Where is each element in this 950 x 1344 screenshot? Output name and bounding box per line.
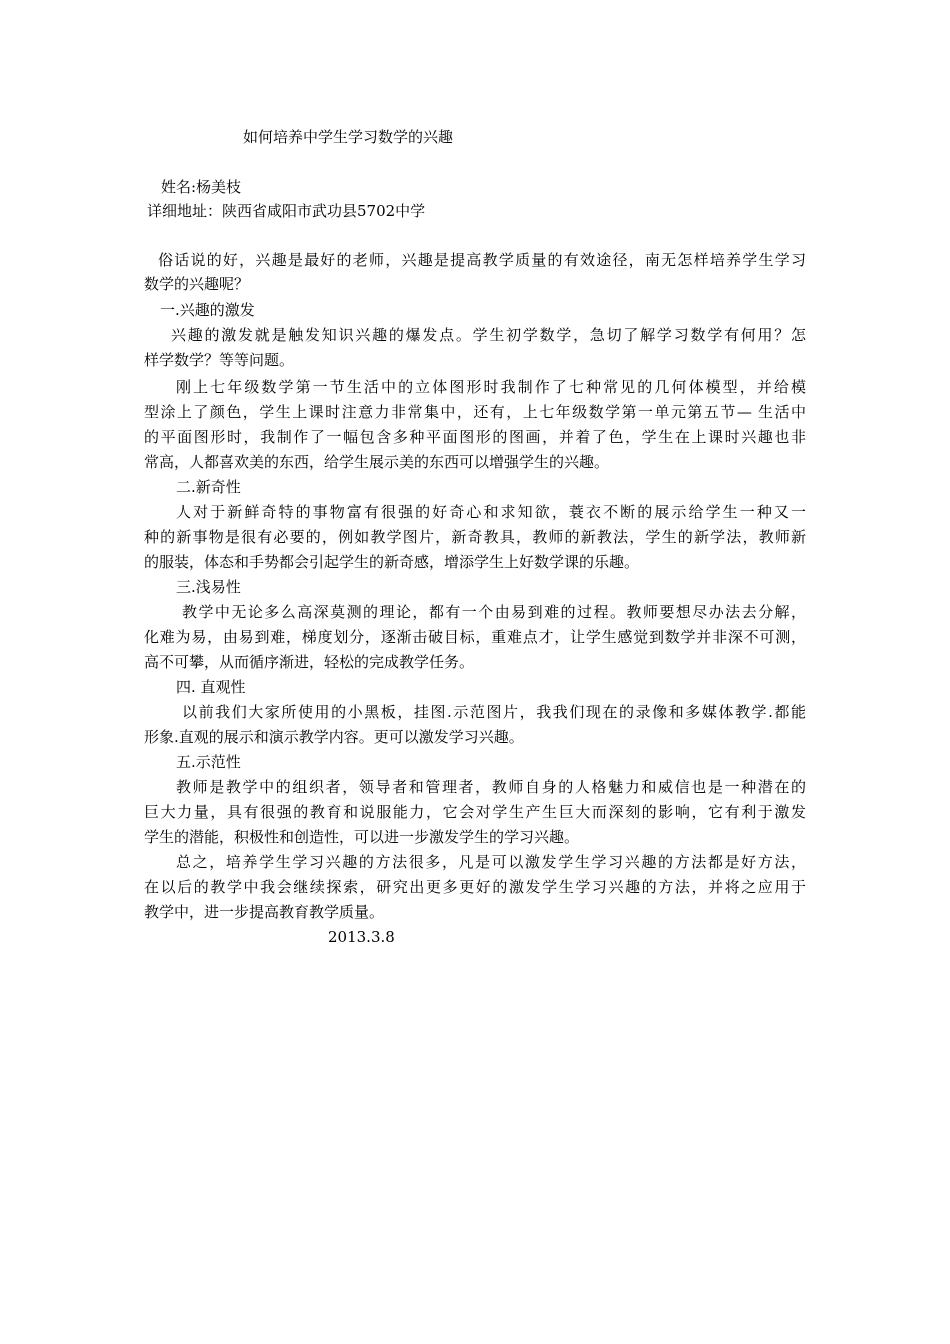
section-heading: 四. 直观性 [176, 678, 246, 696]
section-heading: 三.浅易性 [176, 578, 241, 596]
section-heading: 五.示范性 [176, 753, 241, 771]
intro-line: 数学的兴趣呢？ [144, 275, 250, 293]
paragraph-line: 教学中，进一步提高教育教学质量。 [144, 903, 385, 921]
paragraph-line: 教师是教学中的组织者，领导者和管理者，教师自身的人格魅力和威信也是一种潜在的 [176, 778, 806, 796]
paragraph-line: 以前我们大家所使用的小黑板，挂图.示范图片，我我们现在的录像和多媒体教学.都能 [182, 703, 806, 721]
paragraph-line: 常高，人都喜欢美的东西，给学生展示美的东西可以增强学生的兴趣。 [144, 453, 610, 471]
paragraph-line: 化难为易，由易到难，梯度划分，逐渐击破目标，重难点才，让学生感觉到数学并非深不可测， [144, 628, 806, 646]
paragraph-line: 形象.直观的展示和演示教学内容。更可以激发学习兴趣。 [144, 728, 524, 746]
author-line: 姓名:杨美枝 [161, 178, 242, 196]
paragraph-line: 的服装，体态和手势都会引起学生的新奇感，增添学生上好数学课的乐趣。 [144, 553, 640, 571]
paragraph-line: 样学数学？等等问题。 [144, 351, 295, 369]
paragraph-line: 兴趣的激发就是触发知识兴趣的爆发点。学生初学数学，急切了解学习数学有何用？怎 [171, 326, 806, 344]
document-title: 如何培养中学生学习数学的兴趣 [243, 128, 454, 146]
paragraph-line: 巨大力量，具有很强的教育和说服能力，它会对学生产生巨大而深刻的影响，它有利于激发 [144, 803, 806, 821]
paragraph-line: 种的新事物是很有必要的，例如教学图片，新奇教具，教师的新教法，学生的新学法，教师新 [144, 528, 806, 546]
paragraph-line: 教学中无论多么高深莫测的理论，都有一个由易到难的过程。教师要想尽办法去分解， [182, 603, 806, 621]
paragraph-line: 总之，培养学生学习兴趣的方法很多，凡是可以激发学生学习兴趣的方法都是好方法， [176, 853, 806, 871]
paragraph-line: 高不可攀，从而循序渐进，轻松的完成教学任务。 [144, 653, 475, 671]
paragraph-line: 学生的潜能，积极性和创造性，可以进一步激发学生的学习兴趣。 [144, 828, 580, 846]
paragraph-line: 人对于新鲜奇特的事物富有很强的好奇心和求知欲，蓑衣不断的展示给学生一种又一 [176, 503, 806, 521]
paragraph-line: 刚上七年级数学第一节生活中的立体图形时我制作了七种常见的几何体模型，并给模 [176, 378, 806, 396]
document-date: 2013.3.8 [328, 928, 395, 946]
paragraph-line: 型涂上了颜色，学生上课时注意力非常集中，还有，上七年级数学第一单元第五节— 生活中 [144, 403, 806, 421]
paragraph-line: 在以后的教学中我会继续探索，研究出更多更好的激发学生学习兴趣的方法，并将之应用于 [144, 878, 806, 896]
section-heading: 二.新奇性 [176, 478, 241, 496]
section-heading: 一.兴趣的激发 [160, 301, 255, 319]
paragraph-line: 的平面图形时，我制作了一幅包含多种平面图形的图画，并着了色，学生在上课时兴趣也非 [144, 428, 806, 446]
intro-line: 俗话说的好，兴趣是最好的老师，兴趣是提高教学质量的有效途径，南无怎样培养学生学习 [158, 251, 806, 269]
address-line: 详细地址：陕西省咸阳市武功县5702中学 [147, 202, 426, 220]
